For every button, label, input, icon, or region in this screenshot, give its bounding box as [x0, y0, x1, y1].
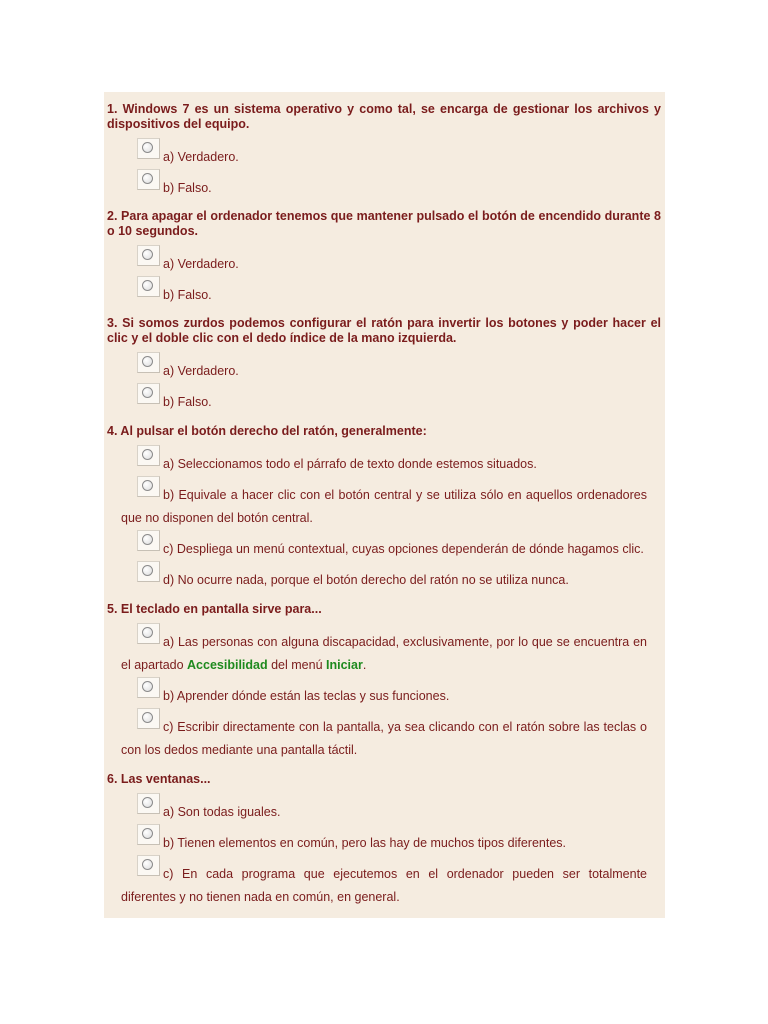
question-3: [107, 316, 661, 414]
radio-button[interactable]: [137, 276, 160, 297]
question-6-text: 6. Las ventanas...: [107, 772, 211, 786]
radio-circle-icon: [142, 627, 153, 638]
radio-circle-icon: [142, 142, 153, 153]
radio-button[interactable]: [137, 793, 160, 814]
option-label: c) En cada programa que ejecutemos en el ordenador pueden ser totalmente diferentes y no tienen nada en común, en general.: [121, 867, 647, 904]
radio-circle-icon: [142, 387, 153, 398]
radio-circle-icon: [142, 797, 153, 808]
option-label: a) Seleccionamos todo el párrafo de texto donde estemos situados.: [163, 457, 537, 471]
option-5a-text-mid: del menú: [267, 658, 326, 672]
option-5a-text-pre: a) Las personas con alguna discapacidad, exclusivamente, por lo que se encuentra en el apartado: [121, 635, 647, 672]
radio-button[interactable]: [137, 530, 160, 551]
radio-circle-icon: [142, 449, 153, 460]
radio-button[interactable]: [137, 138, 160, 159]
radio-button[interactable]: [137, 677, 160, 698]
option-label: a) Verdadero.: [163, 257, 239, 271]
option-6a[interactable]: [107, 801, 661, 824]
question-3-text: 3. Si somos zurdos podemos configurar el ratón para invertir los botones y poder hacer el clic y el doble clic con el dedo índice de la mano izquierda.: [107, 316, 661, 345]
option-label: b) Tienen elementos en común, pero las hay de muchos tipos diferentes.: [163, 836, 567, 850]
question-4: [107, 424, 661, 592]
radio-circle-icon: [142, 249, 153, 260]
radio-button[interactable]: [137, 445, 160, 466]
option-label: b) Aprender dónde están las teclas y sus funciones.: [163, 689, 450, 703]
option-3a[interactable]: [107, 360, 661, 383]
option-5a[interactable]: [107, 631, 661, 677]
radio-circle-icon: [142, 480, 153, 491]
option-label: b) Falso.: [163, 181, 212, 195]
radio-circle-icon: [142, 681, 153, 692]
question-6: [107, 772, 661, 909]
radio-circle-icon: [142, 534, 153, 545]
question-4-text: 4. Al pulsar el botón derecho del ratón, generalmente:: [107, 424, 427, 438]
option-1a[interactable]: [107, 146, 661, 169]
option-label: a) Verdadero.: [163, 150, 239, 164]
question-5-text: 5. El teclado en pantalla sirve para...: [107, 602, 322, 616]
radio-button[interactable]: [137, 476, 160, 497]
radio-button[interactable]: [137, 708, 160, 729]
radio-circle-icon: [142, 173, 153, 184]
option-4c[interactable]: [107, 538, 661, 561]
option-2b[interactable]: [107, 284, 661, 307]
option-label: b) Falso.: [163, 288, 212, 302]
question-2: [107, 209, 661, 307]
option-6c[interactable]: [107, 863, 661, 909]
iniciar-link[interactable]: Iniciar: [326, 658, 363, 672]
radio-circle-icon: [142, 565, 153, 576]
question-2-text: 2. Para apagar el ordenador tenemos que mantener pulsado el botón de encendido durante 8 o 10 segundos.: [107, 209, 661, 238]
option-label: c) Escribir directamente con la pantalla, ya sea clicando con el ratón sobre las teclas o con los dedos mediante una pantalla táctil.: [121, 720, 647, 757]
option-label: a) Son todas iguales.: [163, 805, 281, 819]
radio-button[interactable]: [137, 623, 160, 644]
option-3b[interactable]: [107, 391, 661, 414]
option-label: a) Verdadero.: [163, 364, 239, 378]
question-5: [107, 602, 661, 762]
option-4b[interactable]: [107, 484, 661, 530]
option-4d[interactable]: [107, 569, 661, 592]
radio-button[interactable]: [137, 855, 160, 876]
question-1-text: 1. Windows 7 es un sistema operativo y como tal, se encarga de gestionar los archivos y dispositivos del equipo.: [107, 102, 661, 131]
radio-button[interactable]: [137, 169, 160, 190]
radio-circle-icon: [142, 712, 153, 723]
radio-circle-icon: [142, 828, 153, 839]
option-2a[interactable]: [107, 253, 661, 276]
option-label: d) No ocurre nada, porque el botón derecho del ratón no se utiliza nunca.: [163, 573, 569, 587]
quiz-panel: [104, 92, 665, 918]
radio-circle-icon: [142, 280, 153, 291]
radio-button[interactable]: [137, 561, 160, 582]
accesibilidad-link[interactable]: Accesibilidad: [187, 658, 268, 672]
radio-button[interactable]: [137, 245, 160, 266]
option-label: b) Equivale a hacer clic con el botón central y se utiliza sólo en aquellos ordenadores que no disponen del botón central.: [121, 488, 647, 525]
option-4a[interactable]: [107, 453, 661, 476]
option-label: b) Falso.: [163, 395, 212, 409]
option-5c[interactable]: [107, 716, 661, 762]
option-6b[interactable]: [107, 832, 661, 855]
option-label: [121, 631, 647, 677]
option-1b[interactable]: [107, 177, 661, 200]
radio-button[interactable]: [137, 383, 160, 404]
radio-button[interactable]: [137, 352, 160, 373]
radio-button[interactable]: [137, 824, 160, 845]
option-label: c) Despliega un menú contextual, cuyas opciones dependerán de dónde hagamos clic.: [163, 542, 644, 556]
option-5b[interactable]: [107, 685, 661, 708]
option-5a-text-post: .: [362, 658, 367, 672]
question-1: [107, 102, 661, 200]
radio-circle-icon: [142, 859, 153, 870]
radio-circle-icon: [142, 356, 153, 367]
